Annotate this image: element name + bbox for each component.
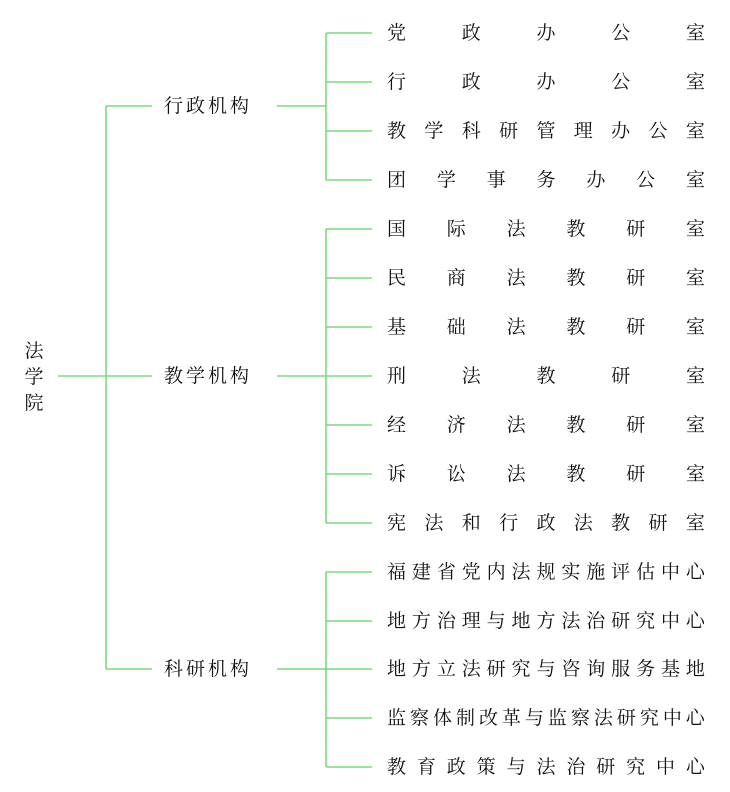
leaf-char: 地 (387, 658, 407, 680)
leaf-char: 行 (499, 512, 519, 534)
leaf-char: 察 (409, 707, 429, 729)
leaf-char: 与 (536, 658, 556, 680)
leaf-char: 法 (561, 610, 581, 632)
leaf-char: 法 (506, 267, 526, 289)
leaf-node (387, 266, 705, 290)
group-node-admin: 行政机构 (164, 95, 253, 117)
leaf-char: 心 (685, 610, 705, 632)
leaf-char: 中 (662, 707, 682, 729)
leaf-char: 济 (446, 414, 466, 436)
leaf-char: 室 (685, 414, 705, 436)
leaf-char: 治 (566, 756, 586, 778)
root-char-1: 法 (24, 340, 44, 362)
leaf-char: 团 (387, 169, 407, 191)
leaf-char: 理 (573, 120, 593, 142)
leaf-char: 察 (570, 707, 590, 729)
leaf-char: 公 (636, 169, 656, 191)
leaf-char: 教 (536, 365, 556, 387)
leaf-char: 法 (461, 365, 481, 387)
leaf-char: 育 (416, 756, 436, 778)
leaf-char: 中 (660, 610, 680, 632)
leaf-char: 法 (461, 658, 481, 680)
leaf-char: 政 (461, 71, 481, 93)
leaf-char: 建 (411, 561, 431, 583)
group-node-teaching: 教学机构 (164, 365, 253, 387)
leaf-char: 研 (486, 658, 506, 680)
leaf-char: 公 (611, 71, 631, 93)
leaf-node (387, 315, 705, 339)
leaf-node (387, 462, 705, 486)
leaf-char: 地 (387, 610, 407, 632)
leaf-char: 党 (461, 561, 481, 583)
leaf-char: 刑 (387, 365, 407, 387)
leaf-char: 教 (566, 218, 586, 240)
leaf-char: 法 (573, 512, 593, 534)
leaf-char: 学 (436, 169, 456, 191)
leaf-char: 商 (446, 267, 466, 289)
leaf-char: 政 (446, 756, 466, 778)
leaf-char: 实 (561, 561, 581, 583)
leaf-char: 研 (626, 267, 646, 289)
leaf-char: 经 (387, 414, 407, 436)
leaf-char: 方 (536, 610, 556, 632)
leaf-char: 室 (685, 365, 705, 387)
leaf-char: 室 (685, 169, 705, 191)
leaf-char: 教 (566, 316, 586, 338)
leaf-char: 策 (476, 756, 496, 778)
root-node (22, 338, 46, 416)
leaf-char: 管 (536, 120, 556, 142)
group-node-research: 科研机构 (164, 658, 253, 680)
leaf-char: 办 (586, 169, 606, 191)
leaf-char: 体 (432, 707, 452, 729)
leaf-char: 心 (685, 707, 705, 729)
leaf-char: 福 (387, 561, 407, 583)
leaf-char: 宪 (387, 512, 407, 534)
leaf-node (387, 217, 705, 241)
leaf-node (387, 413, 705, 437)
leaf-char: 研 (611, 365, 631, 387)
leaf-char: 室 (685, 120, 705, 142)
leaf-char: 立 (436, 658, 456, 680)
leaf-char: 科 (461, 120, 481, 142)
leaf-char: 基 (387, 316, 407, 338)
leaf-char: 与 (524, 707, 544, 729)
leaf-char: 与 (486, 610, 506, 632)
leaf-char: 教 (611, 512, 631, 534)
leaf-char: 办 (611, 120, 631, 142)
leaf-char: 与 (506, 756, 526, 778)
leaf-char: 制 (455, 707, 475, 729)
leaf-char: 政 (536, 512, 556, 534)
leaf-char: 究 (636, 610, 656, 632)
leaf-node (387, 511, 705, 535)
leaf-char: 国 (387, 218, 407, 240)
leaf-char: 学 (424, 120, 444, 142)
leaf-char: 行 (387, 71, 407, 93)
leaf-char: 公 (611, 22, 631, 44)
leaf-char: 室 (685, 71, 705, 93)
leaf-node (387, 706, 705, 730)
leaf-char: 研 (616, 707, 636, 729)
leaf-char: 诉 (387, 463, 407, 485)
leaf-char: 省 (436, 561, 456, 583)
leaf-node (387, 755, 705, 779)
leaf-char: 民 (387, 267, 407, 289)
leaf-char: 公 (648, 120, 668, 142)
leaf-char: 内 (486, 561, 506, 583)
leaf-char: 室 (685, 316, 705, 338)
leaf-char: 教 (387, 120, 407, 142)
leaf-char: 室 (685, 267, 705, 289)
root-char-2: 学 (24, 366, 44, 388)
leaf-char: 心 (685, 561, 705, 583)
leaf-char: 服 (611, 658, 631, 680)
leaf-char: 基 (660, 658, 680, 680)
leaf-char: 室 (685, 463, 705, 485)
root-char-3: 院 (24, 392, 44, 414)
leaf-char: 教 (566, 267, 586, 289)
leaf-node (387, 119, 705, 143)
leaf-char: 研 (626, 218, 646, 240)
leaf-node (387, 657, 705, 681)
leaf-char: 研 (499, 120, 519, 142)
leaf-char: 研 (626, 463, 646, 485)
leaf-char: 务 (636, 658, 656, 680)
leaf-char: 治 (586, 610, 606, 632)
leaf-char: 心 (685, 756, 705, 778)
leaf-char: 务 (536, 169, 556, 191)
leaf-char: 究 (639, 707, 659, 729)
leaf-char: 研 (611, 610, 631, 632)
leaf-char: 监 (387, 707, 407, 729)
leaf-char: 际 (446, 218, 466, 240)
leaf-char: 革 (501, 707, 521, 729)
leaf-node (387, 168, 705, 192)
leaf-char: 法 (506, 463, 526, 485)
leaf-char: 估 (636, 561, 656, 583)
leaf-char: 咨 (561, 658, 581, 680)
leaf-char: 础 (446, 316, 466, 338)
leaf-char: 规 (536, 561, 556, 583)
leaf-char: 施 (586, 561, 606, 583)
leaf-node (387, 609, 705, 633)
leaf-char: 教 (387, 756, 407, 778)
leaf-char: 法 (424, 512, 444, 534)
leaf-char: 室 (685, 512, 705, 534)
leaf-node (387, 364, 705, 388)
leaf-char: 教 (566, 463, 586, 485)
leaf-char: 室 (685, 22, 705, 44)
leaf-char: 地 (685, 658, 705, 680)
leaf-char: 究 (511, 658, 531, 680)
leaf-char: 监 (547, 707, 567, 729)
leaf-char: 法 (506, 218, 526, 240)
leaf-char: 法 (536, 756, 556, 778)
leaf-char: 究 (626, 756, 646, 778)
leaf-char: 法 (506, 414, 526, 436)
leaf-char: 办 (536, 71, 556, 93)
leaf-char: 党 (387, 22, 407, 44)
leaf-char: 方 (411, 610, 431, 632)
leaf-char: 法 (506, 316, 526, 338)
leaf-char: 研 (648, 512, 668, 534)
leaf-char: 治 (436, 610, 456, 632)
leaf-char: 理 (461, 610, 481, 632)
leaf-char: 评 (611, 561, 631, 583)
leaf-char: 中 (656, 756, 676, 778)
leaf-char: 研 (626, 316, 646, 338)
leaf-char: 教 (566, 414, 586, 436)
leaf-char: 政 (461, 22, 481, 44)
leaf-char: 和 (461, 512, 481, 534)
leaf-char: 询 (586, 658, 606, 680)
leaf-char: 中 (660, 561, 680, 583)
leaf-char: 法 (593, 707, 613, 729)
leaf-char: 讼 (446, 463, 466, 485)
leaf-node (387, 70, 705, 94)
leaf-char: 研 (626, 414, 646, 436)
leaf-char: 地 (511, 610, 531, 632)
leaf-char: 研 (596, 756, 616, 778)
leaf-char: 方 (411, 658, 431, 680)
leaf-node (387, 21, 705, 45)
leaf-char: 法 (511, 561, 531, 583)
leaf-char: 办 (536, 22, 556, 44)
leaf-char: 室 (685, 218, 705, 240)
leaf-node (387, 560, 705, 584)
leaf-char: 改 (478, 707, 498, 729)
leaf-char: 事 (486, 169, 506, 191)
